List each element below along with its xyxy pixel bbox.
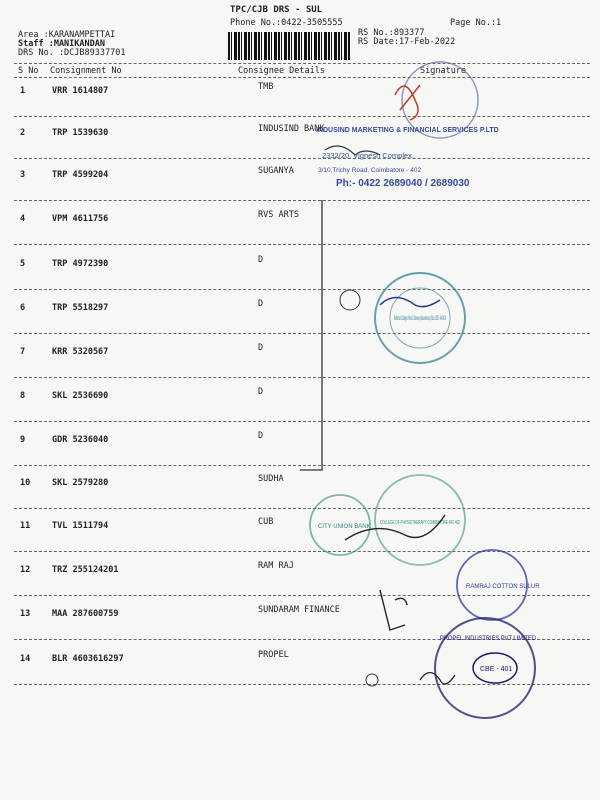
row-consignment-no: KRR 5320567 <box>52 347 109 357</box>
row-sno: 3 <box>20 170 26 180</box>
col-signature: Signature <box>420 66 467 76</box>
row-consignee: CUB <box>258 517 274 527</box>
row-consignee: INDUSIND BANK <box>258 124 325 134</box>
physio-stamp-text: COLLEGE OF PHYSIOTHERAPY COIMBATORE-641 402 <box>380 520 460 526</box>
phone-number: Phone No.:0422-3505555 <box>230 18 343 28</box>
indusind-stamp <box>316 127 499 189</box>
bracket-line <box>300 200 322 470</box>
row-consignment-no: BLR 4603616297 <box>52 654 124 664</box>
propel-stamp-text: PROPEL INDUSTRIES PVT LIMITED <box>440 636 537 642</box>
svg-text:3/10,Trichy Road, Coimbatore -: 3/10,Trichy Road, Coimbatore - 402 <box>318 167 422 174</box>
row-consignee: PROPEL <box>258 650 289 660</box>
propel-stamp-code: CBE - 401 <box>480 666 513 673</box>
row-consignee: RAM RAJ <box>258 561 294 571</box>
row-consignee: D <box>258 255 264 265</box>
signature-1 <box>395 85 420 120</box>
row-consignment-no: TRP 1539630 <box>52 128 109 138</box>
row-consignee: TMB <box>258 82 274 92</box>
staff-label: Staff :MANIKANDAN <box>18 39 105 49</box>
svg-text:INDUSIND MARKETING & FINANCIAL: INDUSIND MARKETING & FINANCIAL SERVICES P.LTD <box>316 127 499 134</box>
row-consignment-no: SKL 2536690 <box>52 391 109 401</box>
row-consignment-no: VRR 1614807 <box>52 86 109 96</box>
col-consignment: Consignment No <box>50 66 122 76</box>
svg-text:2332/20, Vignesh Complex,: 2332/20, Vignesh Complex, <box>322 151 415 160</box>
row-sno: 5 <box>20 259 26 269</box>
circle-mark <box>340 290 360 310</box>
college-stamp-text: Rathinam College of Arts & Science (Autonomous) Sulur, CBE - 641 402 <box>394 315 447 322</box>
row-consignee: D <box>258 387 264 397</box>
row-sno: 13 <box>20 609 31 619</box>
row-sno: 8 <box>20 391 26 401</box>
document-title: TPC/CJB DRS - SUL <box>230 5 323 15</box>
row-consignee: RVS ARTS <box>258 210 299 220</box>
row-consignee: D <box>258 343 264 353</box>
row-sno: 4 <box>20 214 26 224</box>
page-number: Page No.:1 <box>450 18 502 28</box>
row-consignment-no: MAA 287600759 <box>52 609 119 619</box>
row-consignee: SUGANYA <box>258 166 294 176</box>
row-sno: 12 <box>20 565 31 575</box>
svg-text:Ph:- 0422 2689040 / 2689030: Ph:- 0422 2689040 / 2689030 <box>336 178 470 189</box>
row-consignment-no: TVL 1511794 <box>52 521 109 531</box>
circle-mark-2 <box>366 674 378 686</box>
row-consignee: SUDHA <box>258 474 284 484</box>
signature-5 <box>380 590 407 630</box>
signature-3 <box>380 298 440 307</box>
row-consignment-no: VPM 4611756 <box>52 214 109 224</box>
row-consignee: SUNDARAM FINANCE <box>258 605 340 615</box>
rs-date: RS Date:17-Feb-2022 <box>358 37 456 47</box>
row-consignee: D <box>258 299 264 309</box>
col-sno: S No <box>18 66 39 76</box>
row-consignment-no: TRZ 255124201 <box>52 565 119 575</box>
row-consignee: D <box>258 431 264 441</box>
row-consignment-no: TRP 5518297 <box>52 303 109 313</box>
row-consignment-no: SKL 2579280 <box>52 478 109 488</box>
row-sno: 14 <box>20 654 31 664</box>
row-consignment-no: TRP 4972390 <box>52 259 109 269</box>
row-sno: 2 <box>20 128 26 138</box>
row-sno: 7 <box>20 347 26 357</box>
rs-number: RS No.:893377 <box>358 28 425 38</box>
row-sno: 1 <box>20 86 26 96</box>
col-consignee: Consignee Details <box>238 66 325 76</box>
row-consignment-no: TRP 4599204 <box>52 170 109 180</box>
cub-stamp-text: CITY UNION BANK <box>318 524 371 530</box>
row-sno: 10 <box>20 478 31 488</box>
row-sno: 11 <box>20 521 31 531</box>
row-sno: 6 <box>20 303 26 313</box>
ramraj-stamp-text: RAMRAJ COTTON SULUR <box>466 584 540 590</box>
area-label: Area :KARANAMPETTAI <box>18 30 116 40</box>
row-consignment-no: GDR 5236040 <box>52 435 109 445</box>
row-sno: 9 <box>20 435 26 445</box>
drs-number: DRS No. :DCJB89337701 <box>18 48 126 58</box>
